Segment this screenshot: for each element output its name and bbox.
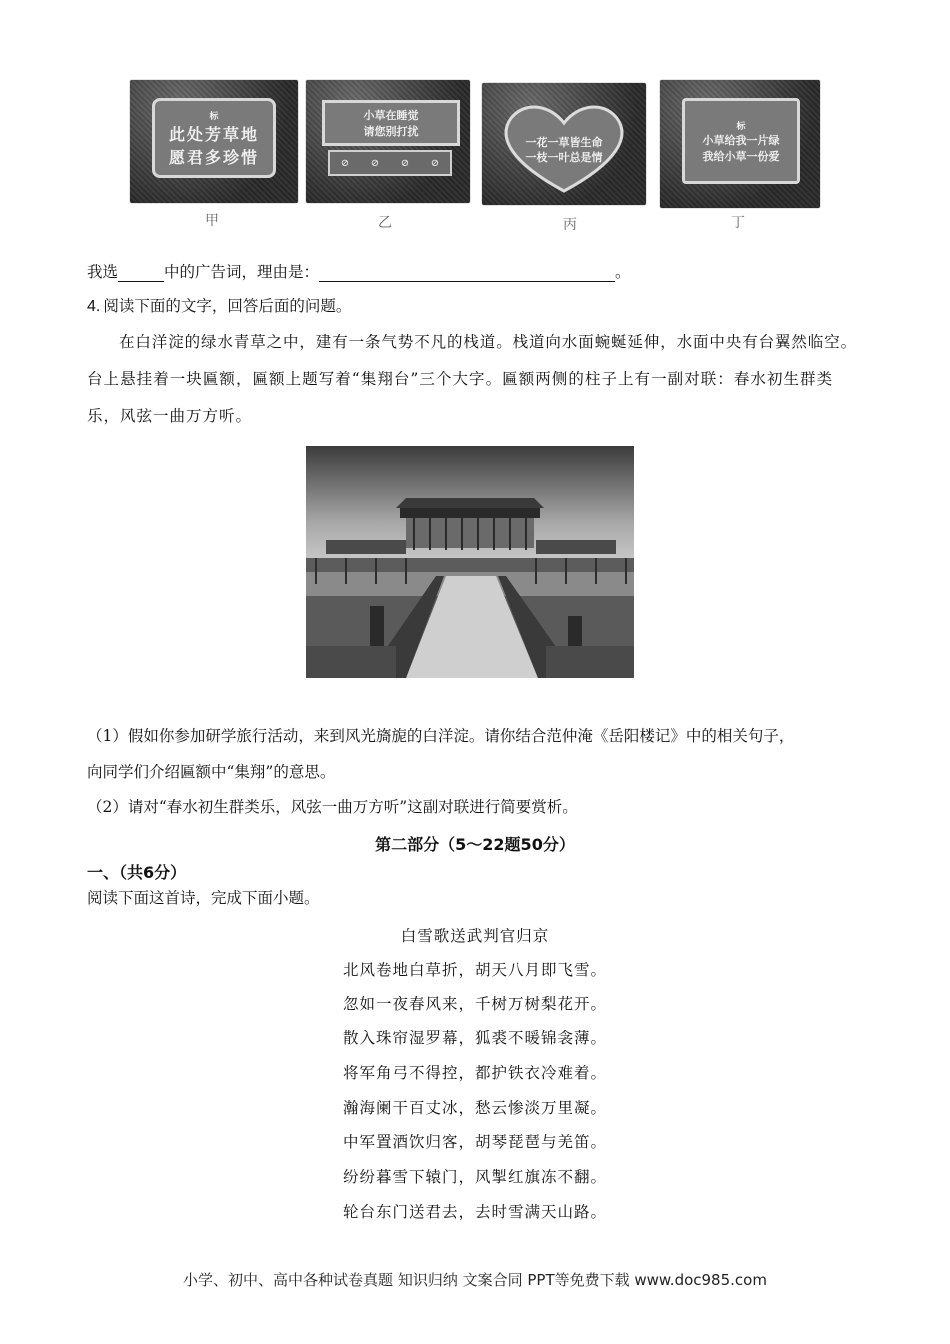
q3-suffix: 。 (615, 263, 631, 281)
sign-yi-line1: 小草在睡觉 (363, 109, 419, 122)
q4-stem (87, 296, 351, 317)
q4-stem-text: 阅读下面的文字，回答后面的问题。 (103, 297, 352, 315)
poem-line: 瀚海阑干百丈冰，愁云惨淡万里凝。 (342, 1099, 607, 1117)
part2-heading: 第二部分（5～22题50分） (375, 835, 575, 854)
q3-reason-blank[interactable] (319, 265, 615, 282)
sign-photo-ding (660, 80, 820, 208)
sign-board-yi (322, 100, 460, 146)
sign-ding-line2: 我给小草一份爱 (702, 149, 780, 163)
sign-yi-icon-strip (328, 150, 452, 176)
poem-line: 北风卷地白草折，胡天八月即飞雪。 (342, 961, 607, 979)
poem-title: 白雪歌送武判官归京 (400, 927, 550, 945)
poem-instruction: 阅读下面这首诗，完成下面小题。 (87, 889, 320, 907)
no-fire-icon: ⊘ (430, 157, 440, 169)
poem-line: 将军角弓不得控，都护铁衣冷难着。 (342, 1064, 607, 1082)
no-trampling-icon: ⊘ (370, 157, 380, 169)
q4-number: 4. (87, 298, 101, 315)
sign-photo-jia (130, 80, 298, 203)
poem-line: 轮台东门送君去，去时雪满天山路。 (342, 1203, 607, 1221)
q4-sub2: （2）请对“春水初生群类乐，风弦一曲万方听”这副对联进行简要赏析。 (87, 798, 578, 816)
q4-para-line3: 乐，风弦一曲万方听。 (87, 407, 253, 425)
poem-line: 忽如一夜春风来，千树万树梨花开。 (342, 995, 607, 1013)
sign-board-jia (152, 98, 276, 178)
sign-bing-line1: 一花一草皆生命 (525, 136, 603, 149)
caption-jia: 甲 (205, 213, 219, 229)
sign-ding-line1: 小草给我一片绿 (702, 133, 780, 147)
q3-middle: 中的广告词，理由是： (164, 263, 320, 281)
q3-prefix: 我选 (87, 263, 119, 281)
q3-choice-blank[interactable] (118, 265, 164, 282)
poem-line: 中军置酒饮归客，胡琴琵琶与羌笛。 (342, 1133, 607, 1151)
footer-ad: 小学、初中、高中各种试卷真题 知识归纳 文案合同 PPT等免费下载 www.doc985.com (183, 1271, 767, 1289)
no-picking-icon: ⊘ (400, 157, 410, 169)
q4-sub1-line1: （1）假如你参加研学旅行活动，来到风光旖旎的白洋淀。请你结合范仲淹《岳阳楼记》中的相关句子， (87, 727, 795, 745)
q4-para-line2: 台上悬挂着一块匾额，匾额上题写着“集翔台”三个大字。匾额两侧的柱子上有一副对联：春水初生群类 (87, 370, 834, 388)
sign-jia-line2: 愿君多珍惜 (168, 147, 259, 167)
caption-ding: 丁 (731, 215, 745, 231)
no-smoking-icon: ⊘ (340, 157, 350, 169)
sign-yi-line2: 请您别打扰 (363, 125, 419, 138)
sign-photo-yi (306, 80, 470, 203)
sign-ding-small-mark: 标 (736, 121, 746, 132)
poem-line: 散入珠帘湿罗幕，狐裘不暖锦衾薄。 (342, 1029, 607, 1047)
sign-photo-bing (482, 83, 646, 205)
sign-board-ding (682, 98, 800, 184)
q3-answer-line (87, 262, 631, 282)
sign-jia-small-mark: 标 (209, 111, 219, 122)
boardwalk-photo (306, 446, 634, 678)
caption-yi: 乙 (378, 215, 392, 231)
boardwalk-illustration (306, 446, 634, 678)
poem-line: 纷纷暮雪下辕门，风掣红旗冻不翻。 (342, 1168, 607, 1186)
q4-sub1-line2: 向同学们介绍匾额中“集翔”的意思。 (87, 763, 336, 781)
sign-jia-line1: 此处芳草地 (168, 124, 259, 144)
caption-bing: 丙 (563, 217, 577, 233)
q4-para-line1: 在白洋淀的绿水青草之中，建有一条气势不凡的栈道。栈道向水面蜿蜒延伸，水面中央有台翼然临空。 (119, 333, 858, 351)
section-one-heading: 一、（共6分） (87, 863, 187, 882)
sign-bing-line2: 一枝一叶总是情 (525, 151, 603, 164)
